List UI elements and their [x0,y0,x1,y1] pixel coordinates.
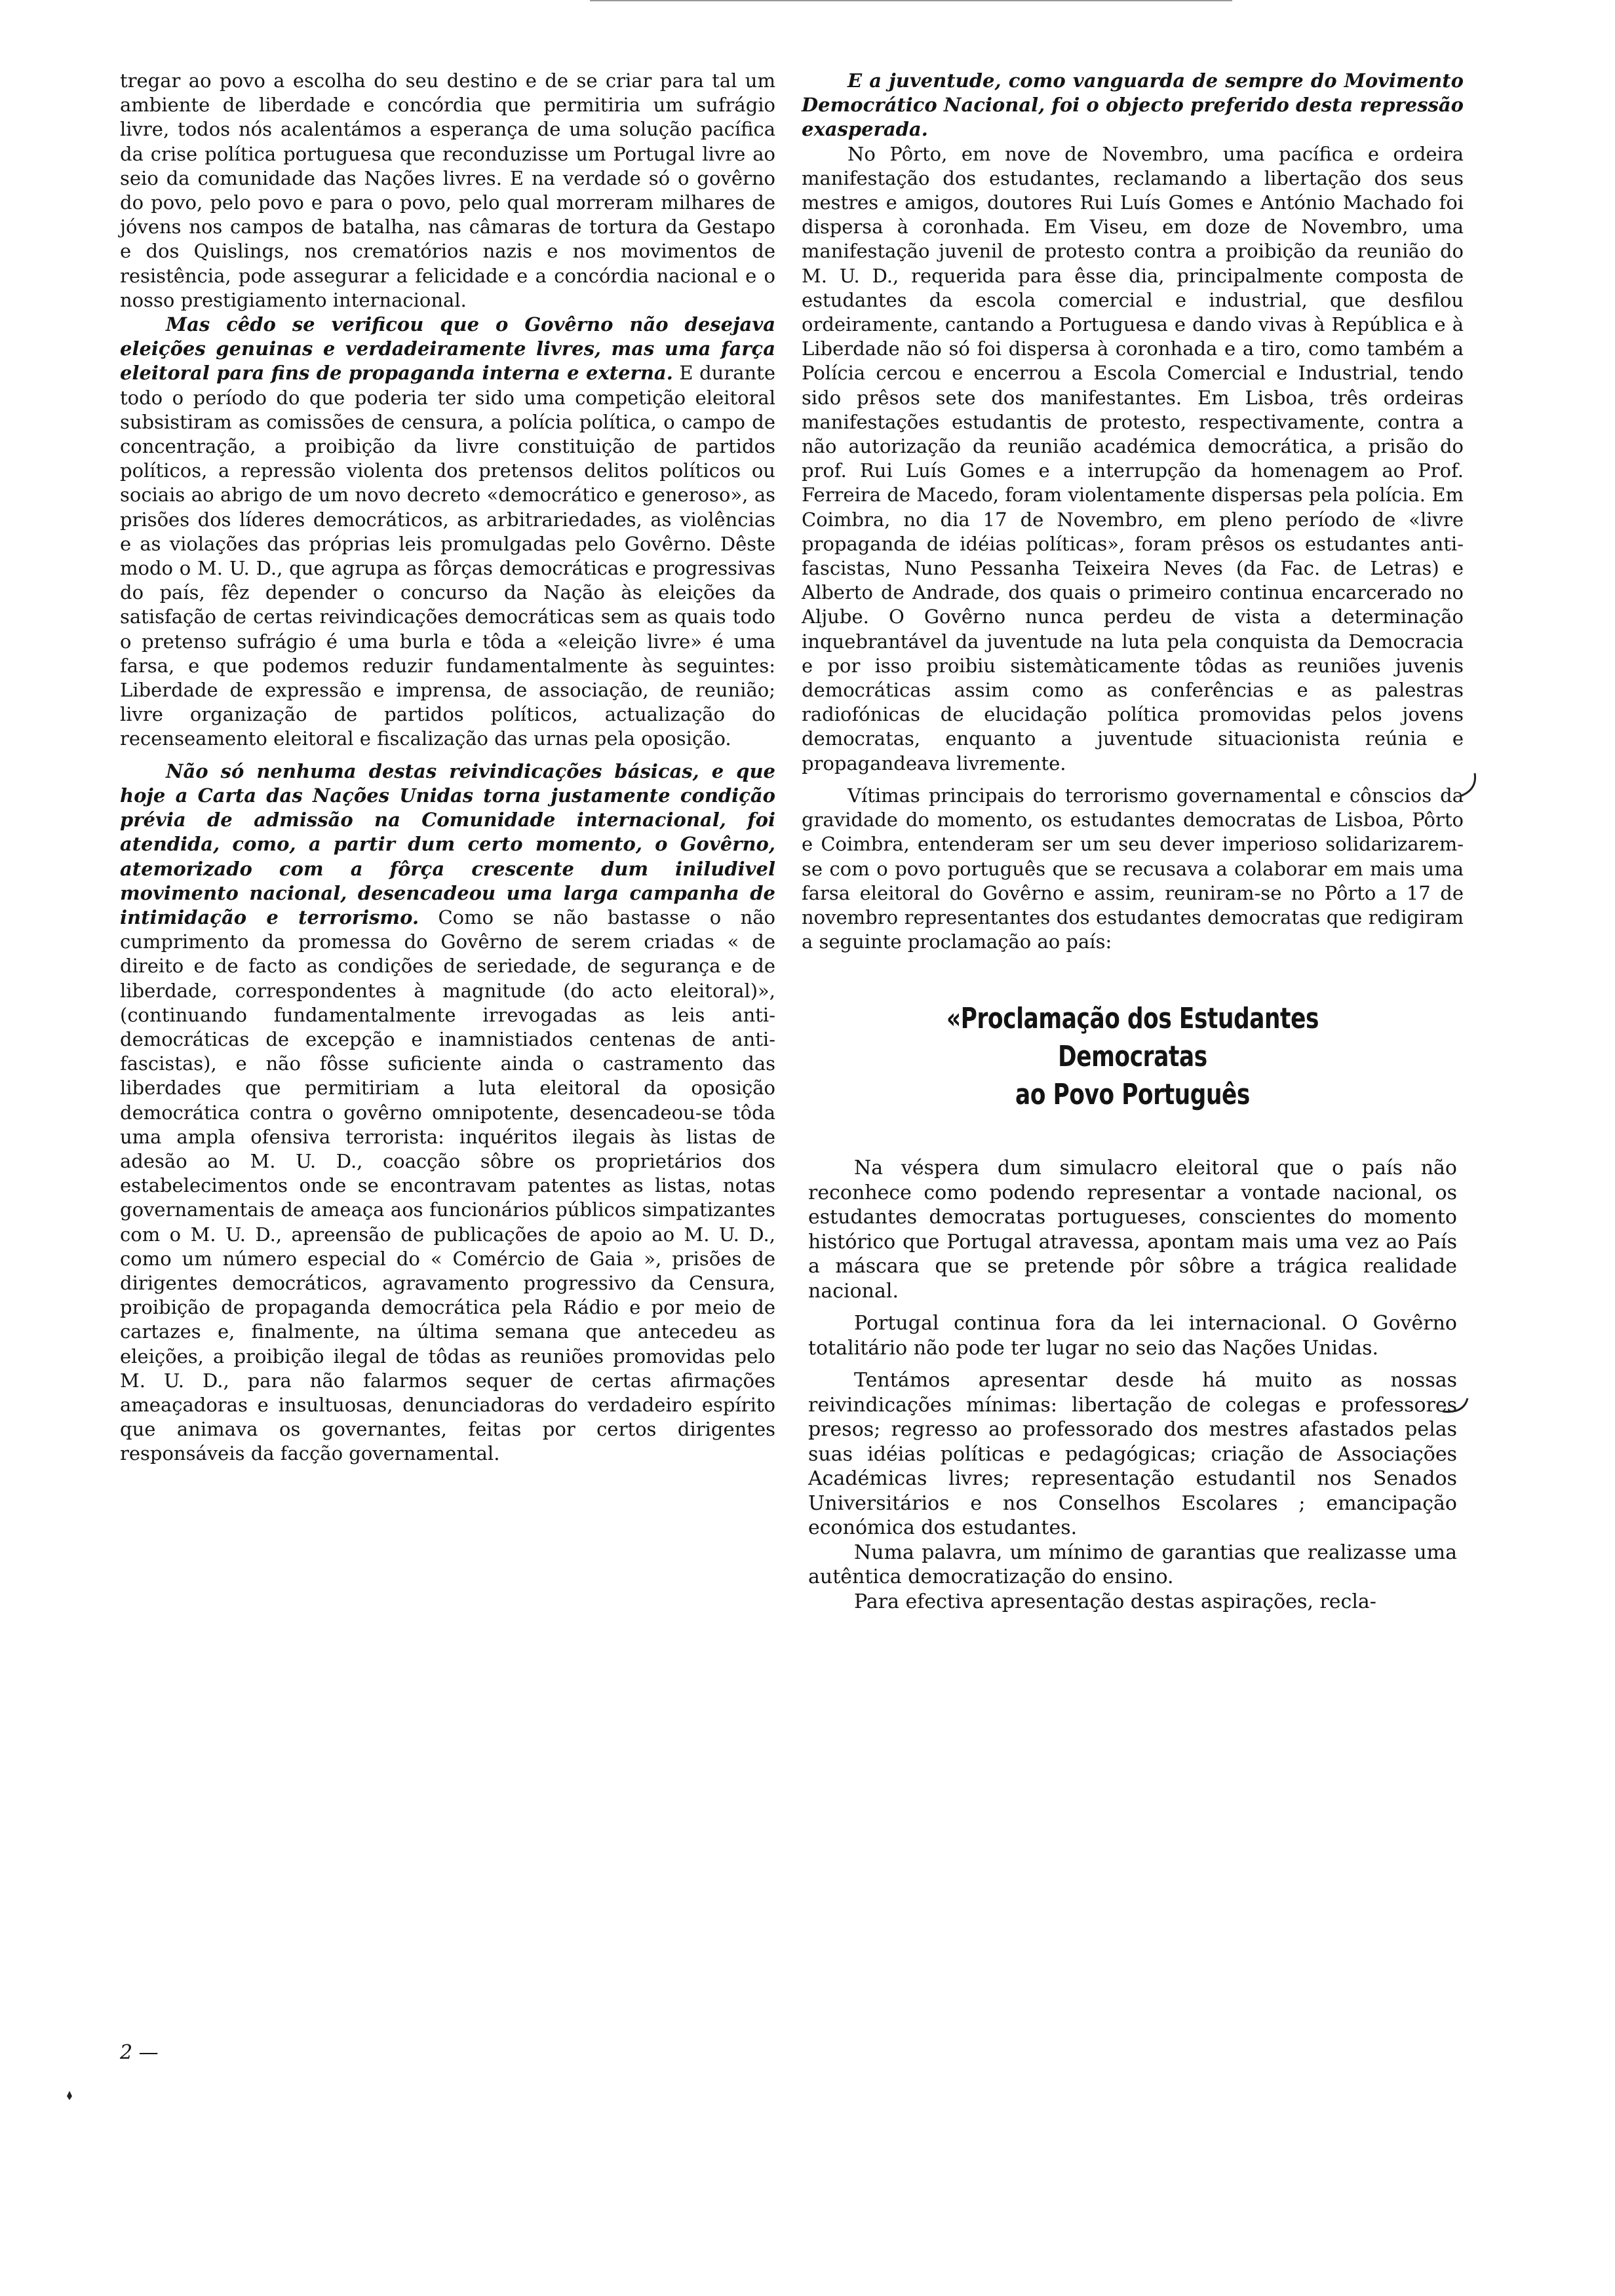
proclamation-paragraph-1: Na véspera dum simulacro eleitoral que o país não reconhece como podendo representar a vontade nacional, os estudantes democratas portugueses, conscientes do momento histórico que Portugal atravessa, apontam mais uma vez ao País a máscara que se pretende pôr sôbre a trágica realidade nacional. [808,1157,1457,1303]
left-column [120,69,775,1466]
proclamation-paragraph-4: Numa palavra, um mínimo de garantias que realizasse uma autêntica democratização do ensino. [808,1540,1457,1589]
proclamation-title-line-1: «Proclamação dos Estudantes Democratas [946,1002,1319,1074]
proclamation-paragraph-2: Portugal continua fora da lei internacional. O Govêrno totalitário não pode ter lugar no seio das Nações Unidas. [808,1312,1457,1360]
left-paragraph-2 [120,313,775,752]
right-paragraph-1: E a juventude, como vanguarda de sempre do Movimento Democrático Nacional, foi o objecto preferido desta repressão exasperada. [802,69,1464,141]
proclamation-body [802,1156,1464,1614]
left-paragraph-3-text: Como se não bastasse o não cumprimento da promessa do Govêrno de serem criadas « de direito e de facto as condições de seriedade, de segurança e de liberdade, correspondentes à magnitude (do acto eleitoral)», (continuando fundamentalmente irrevogadas as leis anti-democráticas de excepção e inamnistiados centenas de anti-fascistas), e não fôsse suficiente ainda o castramento das liberdades que permitiriam a luta eleitoral da oposição democrática contra o govêrno omnipotente, desencadeou-se tôda uma ampla ofensiva terrorista: inquéritos ilegais às listas de adesão ao M. U. D., coacção sôbre os proprietários dos estabelecimentos onde se encontravam patentes as listas, notas governamentais de ameaça aos funcionários públicos simpatizantes com o M. U. D., apreensão de publicações de apoio ao M. U. D., como um número especial do « Comércio de Gaia », prisões de dirigentes democráticos, agravamento progressivo da Censura, proibição de propaganda democrática pela Rádio e por meio de cartazes e, finalmente, na última semana que antecedeu as eleições, a proibição ilegal de tôdas as reuniões promovidas pelo M. U. D., para não falarmos sequer de certas afirmações ameaçadoras e insultuosas, denunciadoras do verdadeiro espírito que animava os governantes, feitas por certos dirigentes responsáveis da facção governamental. [120,906,775,1465]
top-border-line [590,0,1232,1]
left-paragraph-1: tregar ao povo a escolha do seu destino e de se criar para tal um ambiente de liberdade e concórdia que permitiria um sufrágio livre, todos nós acalentámos a esperança de uma solução pacífica da crise política portuguesa que reconduzisse um Portugal livre ao seio da comunidade das Nações livres. E na verdade só o govêrno do povo, pelo povo e para o povo, pelo qual morreram milhares de jóvens nos campos de batalha, nas câmaras de tortura da Gestapo e dos Quislings, nos crematórios nazis e nos movimentos de resistência, pode assegurar a felicidade e a concórdia nacional e o nosso prestigiamento internacional. [120,69,775,311]
proclamation-paragraph-5: Para efectiva apresentação destas aspirações, recla- [854,1590,1376,1613]
proclamation-title-line-2: ao Povo Português [1015,1078,1250,1112]
left-paragraph-3 [120,759,775,1466]
page-number: 2 — [120,2041,159,2064]
right-column [802,69,1464,1614]
left-paragraph-2-emphasis: Mas cêdo se verificou que o Govêrno não desejava eleições genuinas e verdadeiramente livres, mas uma farça eleitoral para fins de propaganda interna e externa. [120,313,775,385]
ink-dot [66,2090,73,2101]
pencil-mark-2 [1439,1396,1471,1422]
proclamation-title [874,1000,1391,1114]
left-paragraph-2-text: E durante todo o período do que poderia ter sido uma competição eleitoral subsistiram as comissões de censura, a polícia política, o campo de concentração, a proibição da livre constituição de partidos políticos, a repressão violenta dos pretensos delitos políticos ou sociais ao abrigo de um novo decreto «democrático e generoso», as prisões dos líderes democráticos, as arbitrariedades, as violências e as violações das próprias leis promulgadas pelo Govêrno. Dêste modo o M. U. D., que agrupa as fôrças democráticas e progressivas do país, fêz depender o concurso da Nação às eleições da satisfação de certas reivindicações democráticas sem as quais todo o pretenso sufrágio é uma burla e tôda a «eleição livre» é uma farsa, e que podemos reduzir fundamentalmente às seguintes: Liberdade de expressão e imprensa, de associação, de reunião; livre organização de partidos políticos, actualização do recenseamento eleitoral e fiscalização das urnas pela oposição. [120,362,775,750]
proclamation-paragraph-3: Tentámos apresentar desde há muito as nossas reivindicações mínimas: libertação de colegas e professores presos; regresso ao professorado dos mestres afastados pelas suas idéias políticas e pedagógicas; criação de Associações Académicas livres; representação estudantil nos Senados Universitários e nos Conselhos Escolares ; emancipação económica dos estudantes. [808,1369,1457,1540]
right-paragraph-3: Vítimas principais do terrorismo governamental e cônscios da gravidade do momento, os estudantes democratas de Lisboa, Pôrto e Coimbra, entenderam ser um seu dever imperioso solidarizarem-se com o povo português que se recusava a colaborar em mais uma farsa eleitoral do Govêrno e assim, reuniram-se no Pôrto a 17 de novembro representantes dos estudantes democratas que redigiram a seguinte proclamação ao país: [802,784,1464,953]
left-paragraph-3-emphasis: Não só nenhuma destas reivindicações básicas, e que hoje a Carta das Nações Unidas torna justamente condição prévia de admissão na Comunidade internacional, foi atendida, como, a partir dum certo momento, o Govêrno, atemorizado com a fôrça crescente dum iniludivel movimento nacional, desencadeou uma larga campanha de intimidação e terrorismo. [120,759,775,928]
right-paragraph-2: No Pôrto, em nove de Novembro, uma pacífica e ordeira manifestação dos estudantes, reclamando a libertação dos seus mestres e amigos, doutores Rui Luís Gomes e António Machado foi dispersa à coronhada. Em Viseu, em doze de Novembro, uma manifestação juvenil de protesto contra a proibição da reunião do M. U. D., requerida para êsse dia, principalmente composta de estudantes da escola comercial e industrial, que desfilou ordeiramente, cantando a Portuguesa e dando vivas à República e à Liberdade não só foi dispersa à coronhada e a tiro, como também a Polícia cercou e encerrou a Escola Comercial e Industrial, tendo sido prêsos sete dos manifestantes. Em Lisboa, três ordeiras manifestações estudantis de protesto, respectivamente, contra a não autorização da reunião académica democrática, a prisão do prof. Rui Luís Gomes e a interrupção da homenagem ao Prof. Ferreira de Macedo, foram violentamente dispersas pela polícia. Em Coimbra, no dia 17 de Novembro, em pleno período de «livre propaganda de idéias políticas», foram prêsos os estudantes anti-fascistas, Nuno Pessanha Teixeira Neves (da Fac. de Letras) e Alberto de Andrade, dos quais o primeiro continua encarcerado no Aljube. O Govêrno nunca perdeu de vista a determinação inquebrantável da juventude na luta pela conquista da Democracia e por isso proibiu sistemàticamente tôdas as reuniões juvenis democráticas assim como as conferências e as palestras radiofónicas de elucidação política promovidas pelos jovens democratas, enquanto a juventude situacionista reúnia e propagandeava livremente. [802,142,1464,775]
pencil-mark-1 [1455,770,1481,803]
